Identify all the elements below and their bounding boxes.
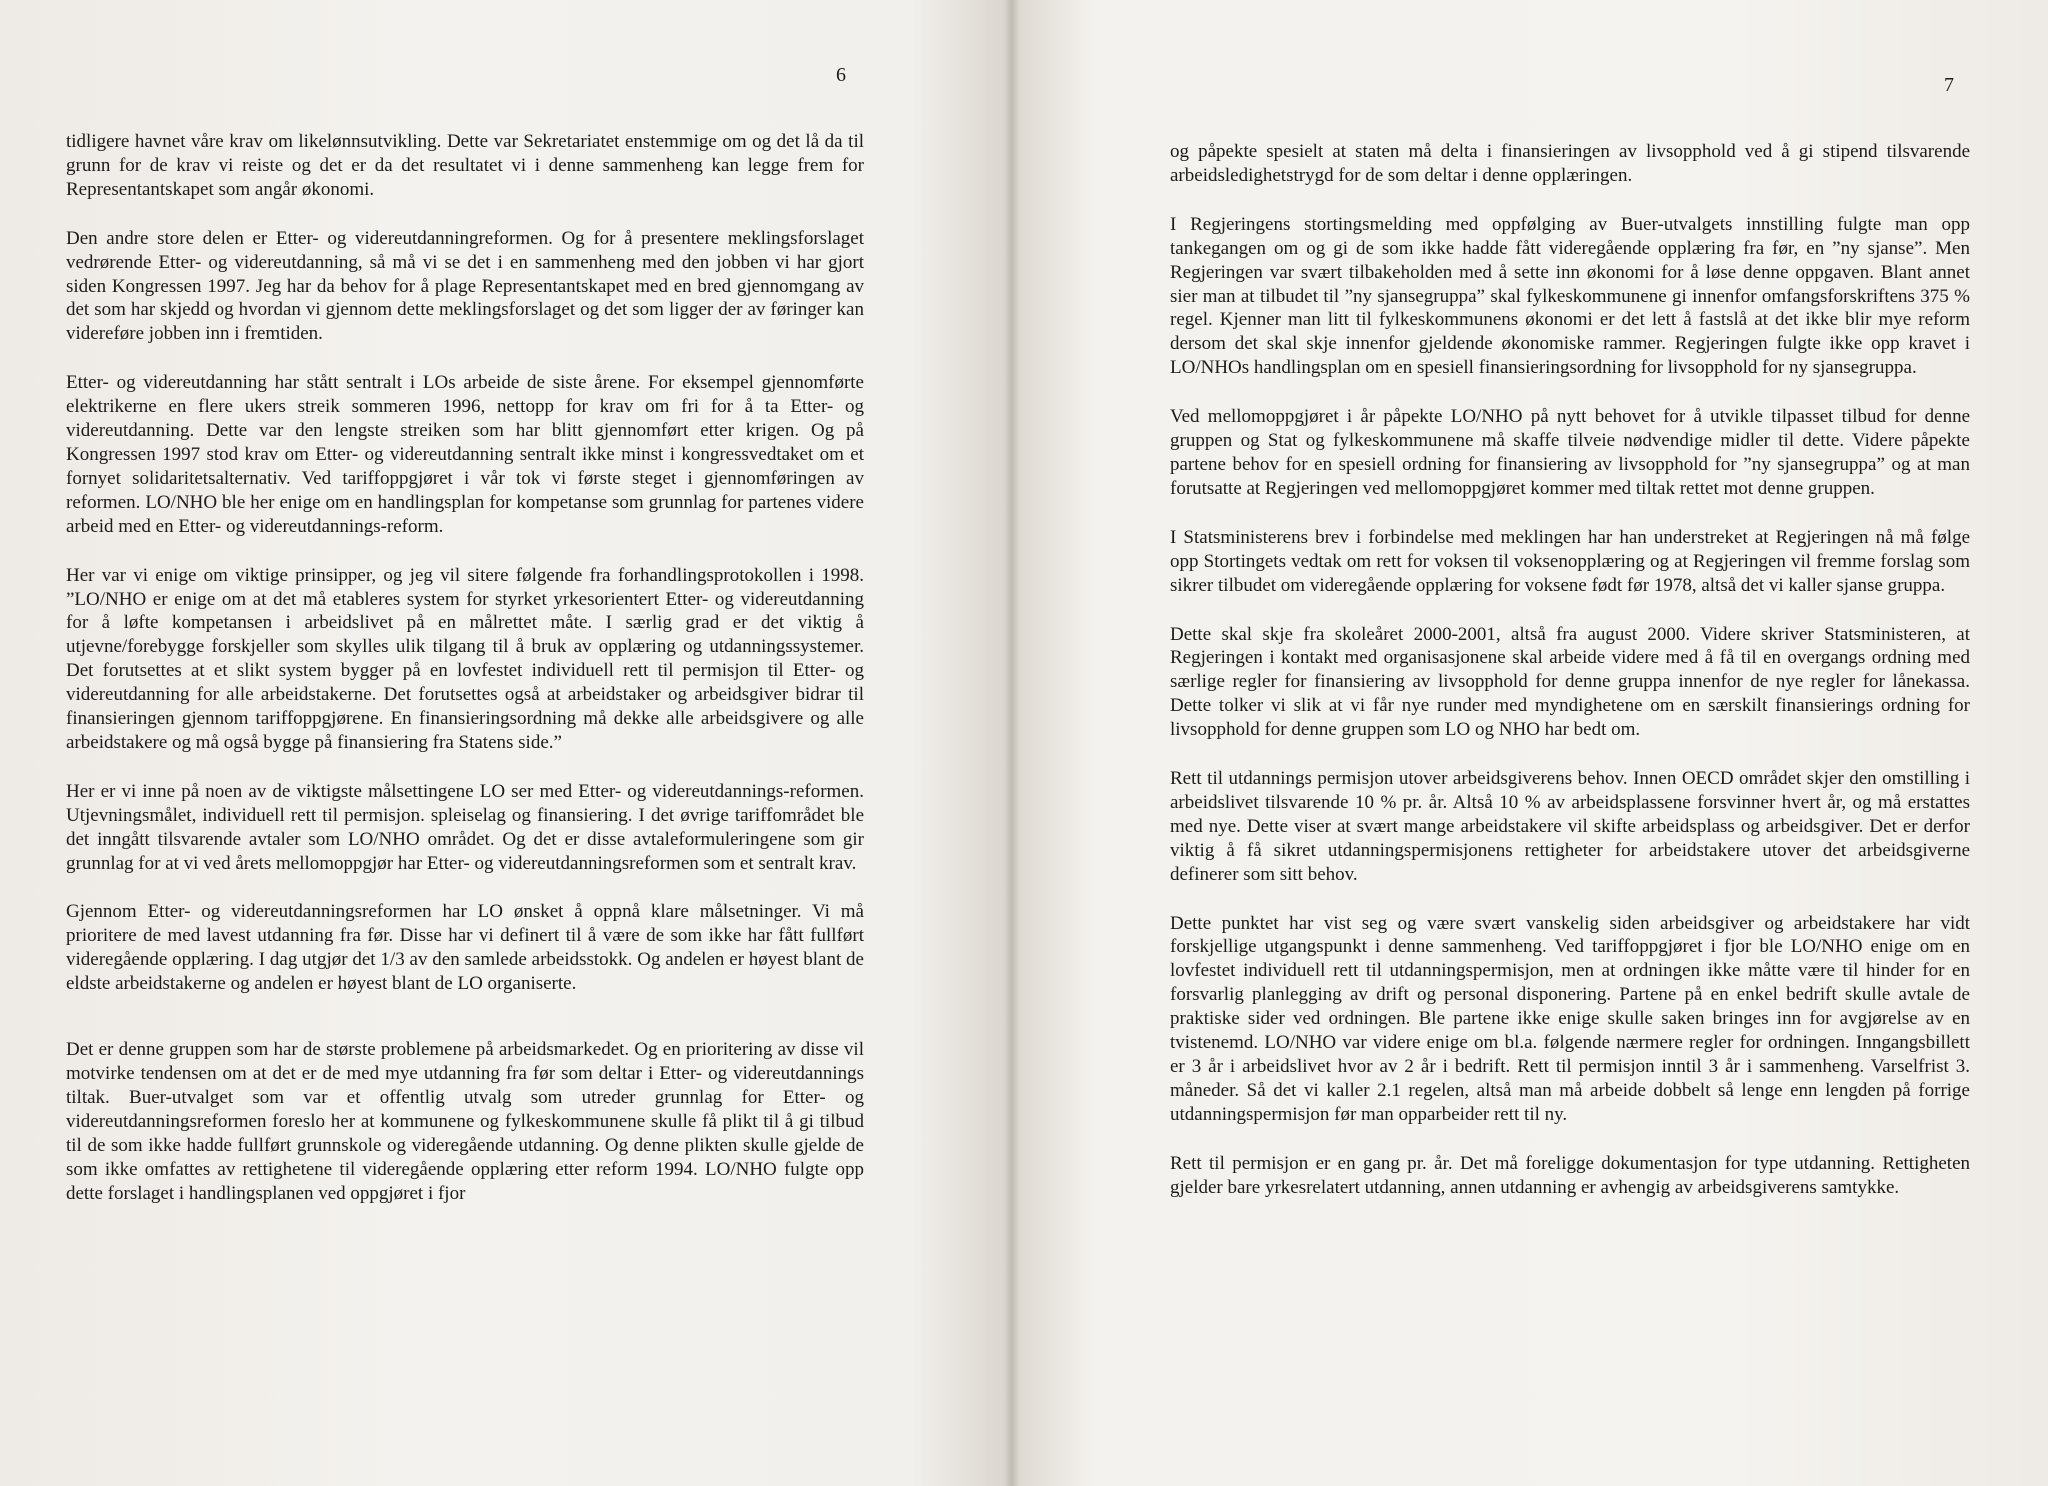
- paragraph: Rett til utdannings permisjon utover arbeidsgiverens behov. Innen OECD området skjer den omstilling i arbeidslivet tilsvarende 10 % pr. år. Altså 10 % av arbeidsplassene forsvinner hvert år, og må erstattes med nye. Dette viser at svært mange arbeidstakere vil skifte arbeidsplass og arbeidsgiver. Det er derfor viktig å få sikret utdanningspermisjonens rettigheter for arbeidstakere utover det arbeidsgiverne definerer som sitt behov.: [1170, 768, 1970, 885]
- right-page: [1012, 0, 2048, 1486]
- page-number: 7: [1944, 74, 1954, 96]
- page-number: 6: [836, 64, 846, 86]
- paragraph: Dette skal skje fra skoleåret 2000-2001, altså fra august 2000. Videre skriver Statsministeren, at Regjeringen i kontakt med organisasjonene skal arbeide videre med å få til en overgangs ordning med særlige regler for finansiering av livsopphold for denne gruppa innenfor de nye regler for lånekassa. Dette tolker vi slik at vi får nye runder med myndighetene om en særskilt finansierings ordning for livsopphold for denne gruppen som LO og NHO har bedt om.: [1170, 623, 1970, 741]
- right-page-body: [1170, 140, 1970, 1225]
- left-page: [0, 0, 1012, 1486]
- paragraph: Her var vi enige om viktige prinsipper, og jeg vil sitere følgende fra forhandlingsprotokollen i 1998. ”LO/NHO er enige om at det må etableres system for styrket yrkesorientert Etter- og videreutdanning for å løfte kompetansen i arbeidslivet på en målrettet måte. I særlig grad er det viktig å utjevne/forebygge forskjeller som skylles ulik tilgang til å bruk av opplæring og utdanningssystemer. Det forutsettes at et slikt system bygger på en lovfestet individuell rett til permisjon til Etter- og videreutdanning for alle arbeidstakerne. Det forutsettes også at arbeidstaker og arbeidsgiver bidrar til finansieringen gjennom tariffoppgjørene. En finansieringsordning må dekke alle arbeidsgivere og alle arbeidstakere og må også bygge på finansiering fra Statens side.”: [66, 564, 864, 753]
- left-page-body: [66, 130, 864, 1230]
- paragraph: Den andre store delen er Etter- og videreutdanningreformen. Og for å presentere meklingsforslaget vedrørende Etter- og videreutdanning, så må vi se det i en sammenheng med den jobben vi har gjort siden Kongressen 1997. Jeg har da behov for å plage Representantskapet med en bred gjennomgang av det som har skjedd og hvordan vi gjennom dette meklingsforslaget og det som ligger der av føringer kan videreføre jobben inn i fremtiden.: [66, 227, 864, 345]
- paragraph: Etter- og videreutdanning har stått sentralt i LOs arbeide de siste årene. For eksempel gjennomførte elektrikerne en flere ukers streik sommeren 1996, nettopp for krav om fri for å ta Etter- og videreutdanning. Dette var den lengste streiken som har blitt gjennomført etter krigen. Og på Kongressen 1997 stod krav om Etter- og videreutdanning sentralt ikke minst i kongressvedtaket om et fornyet solidaritetsalternativ. Ved tariffoppgjøret i vår tok vi første steget i gjennomføringen av reformen. LO/NHO ble her enige om en handlingsplan for kompetanse som grunnlag for partenes videre arbeid med en Etter- og videreutdannings-reform.: [66, 372, 864, 537]
- paragraph: Rett til permisjon er en gang pr. år. Det må foreligge dokumentasjon for type utdanning. Rettigheten gjelder bare yrkesrelatert utdanning, annen utdanning er avhengig av arbeidsgiverens samtykke.: [1170, 1152, 1970, 1198]
- paragraph: Dette punktet har vist seg og være svært vanskelig siden arbeidsgiver og arbeidstakere har vidt forskjellige utgangspunkt i denne sammenheng. Ved tariffoppgjøret i fjor ble LO/NHO enige om en lovfestet individuell rett til utdanningspermisjon, men at ordningen ikke måtte være til hinder for en forsvarlig planlegging av drift og personal disponering. Partene på en enkel bedrift skulle avtale de praktiske sider ved ordningen. Ble partene ikke enige skulle saken bringes inn for avgjørelse av en tvistenemd. LO/NHO var videre enige om bl.a. følgende nærmere regler for ordningen. Inngangsbillett er 3 år i arbeidslivet hvor av 2 år i bedrift. Rett til permisjon inntil 3 år i sammenheng. Varselfrist 3. måneder. Så det vi kaller 2.1 regelen, altså man må arbeide dobbelt så lenge enn lengden på forrige utdanningspermisjon før man opparbeider rett til ny.: [1170, 912, 1970, 1125]
- paragraph: og påpekte spesielt at staten må delta i finansieringen av livsopphold ved å gi stipend tilsvarende arbeidsledighetstrygd for de som deltar i denne opplæringen.: [1170, 141, 1970, 186]
- paragraph: Gjennom Etter- og videreutdanningsreformen har LO ønsket å oppnå klare målsetninger. Vi må prioritere de med lavest utdanning fra før. Disse har vi definert til å være de som ikke har fått fullført videregående opplæring. I dag utgjør det 1/3 av den samlede arbeidsstokk. Og andelen er høyest blant de eldste arbeidstakerne og andelen er høyest blant de LO organiserte.: [66, 901, 864, 995]
- paragraph: Ved mellomoppgjøret i år påpekte LO/NHO på nytt behovet for å utvikle tilpasset tilbud for denne gruppen og Stat og fylkeskommunene må skaffe tilveie nødvendige midler til dette. Videre påpekte partene behov for en spesiell ordning for finansiering av livsopphold for ”ny sjansegruppa” og at man forutsatte at Regjeringen ved mellomoppgjøret kommer med tiltak rettet mot denne gruppen.: [1170, 406, 1970, 499]
- paragraph: I Regjeringens stortingsmelding med oppfølging av Buer-utvalgets innstilling fulgte man opp tankegangen om og gi de som ikke hadde fått videregående opplæring fra før, en ”ny sjanse”. Men Regjeringen var svært tilbakeholden med å sette inn økonomi for å løse denne oppgaven. Blant annet sier man at tilbudet til ”ny sjansegruppa” skal fylkeskommunene gi innenfor omfangsforskriftens 375 % regel. Kjenner man litt til fylkeskommunens økonomi er det lett å fastslå at det ikke blir mye reform dersom det skal skje innenfor gjeldende økonomiske rammer. Regjeringen fulgte ikke opp kravet i LO/NHOs handlingsplan om en spesiell finansieringsordning for livsopphold for ny sjansegruppa.: [1170, 213, 1970, 379]
- book-gutter: [1004, 0, 1020, 1486]
- paragraph: tidligere havnet våre krav om likelønnsutvikling. Dette var Sekretariatet enstemmige om og det lå da til grunn for de krav vi reiste og det er da det resultatet vi i denne sammenheng kan legge frem for Representantskapet som angår økonomi.: [66, 131, 864, 200]
- paragraph: I Statsministerens brev i forbindelse med meklingen har han understreket at Regjeringen nå må følge opp Stortingets vedtak om rett for voksen til voksenopplæring og at Regjeringen vil fremme forslag som sikrer tilbudet om videregående opplæring for voksene født før 1978, altså det vi kaller sjanse gruppa.: [1170, 526, 1970, 596]
- paragraph: Det er denne gruppen som har de største problemene på arbeidsmarkedet. Og en prioritering av disse vil motvirke tendensen om at det er de med mye utdanning fra før som deltar i Etter- og videreutdannings tiltak. Buer-utvalget som var et offentlig utvalg som utreder grunnlag for Etter- og videreutdanningsreformen foreslo her at kommunene og fylkeskommunene skulle få plikt til å gi tilbud til de som ikke hadde fullført grunnskole og videregående utdanning. Og denne plikten skulle gjelde de som ikke omfattes av rettighetene til videregående opplæring etter reform 1994. LO/NHO fulgte opp dette forslaget i handlingsplanen ved oppgjøret i fjor: [66, 1039, 864, 1204]
- paragraph: Her er vi inne på noen av de viktigste målsettingene LO ser med Etter- og videreutdannings-reformen. Utjevningsmålet, individuell rett til permisjon. spleiselag og finansiering. I det øvrige tariffområdet ble det inngått tilsvarende avtaler som LO/NHO området. Og det er disse avtaleformuleringene som gir grunnlag for at vi ved årets mellomoppgjør har Etter- og videreutdanningsreformen som et sentralt krav.: [66, 780, 864, 874]
